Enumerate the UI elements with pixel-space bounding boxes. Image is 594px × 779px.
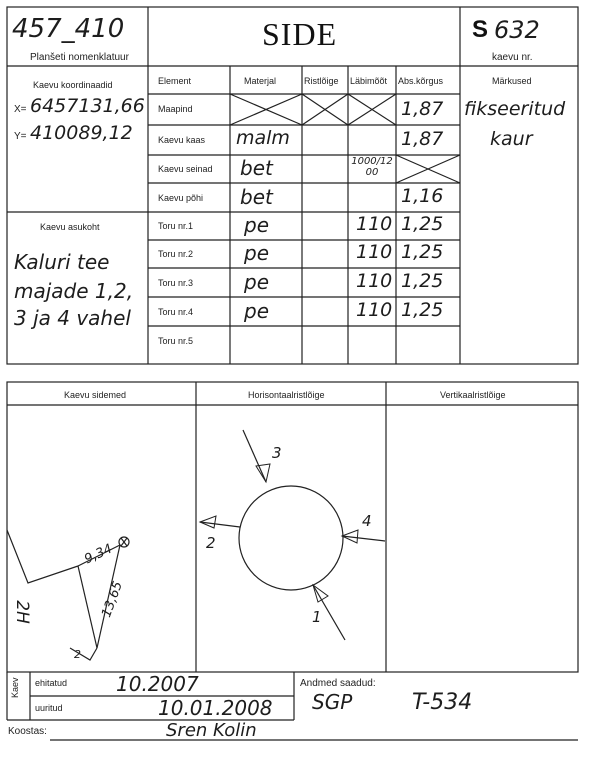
pipe-label-3: 3 xyxy=(272,444,282,462)
row-element: Toru nr.3 xyxy=(158,278,194,288)
sketch-corner-label: 2 xyxy=(74,648,81,661)
sheet-label: Planšeti nomenklatuur xyxy=(30,52,129,63)
well-prefix: S xyxy=(472,16,489,43)
row-element: Toru nr.1 xyxy=(158,221,194,231)
row-materjal: malm xyxy=(236,127,290,149)
location-line-2: majade 1,2, xyxy=(14,279,134,303)
location-label: Kaevu asukoht xyxy=(40,222,100,232)
row-labimoot: 110 xyxy=(356,241,393,263)
built-label: ehitatud xyxy=(35,678,68,688)
col-header-ristloige: Ristlõige xyxy=(304,76,339,86)
location-line-3: 3 ja 4 vahel xyxy=(14,306,131,330)
data-source-label: Andmed saadud: xyxy=(300,678,376,689)
col-header-element: Element xyxy=(158,76,192,86)
pipe-label-4: 4 xyxy=(362,512,372,530)
surveyed-value: 10.01.2008 xyxy=(158,696,273,720)
col-header-markused: Märkused xyxy=(492,76,532,86)
row-labimoot: 110 xyxy=(356,270,393,292)
well-label: kaevu nr. xyxy=(492,52,533,63)
data-reference-value: T-534 xyxy=(412,690,473,715)
row-abs-korgus: 1,25 xyxy=(401,270,444,292)
row-element: Maapind xyxy=(158,104,193,114)
kaev-side-label: Kaev xyxy=(10,677,20,698)
location-line-1: Kaluri tee xyxy=(14,250,110,274)
compiler-signature: Sren Kolin xyxy=(166,720,257,741)
coords-label: Kaevu koordinaadid xyxy=(33,80,113,90)
sheet-number: 457_410 xyxy=(12,14,125,44)
row-materjal: bet xyxy=(240,185,273,209)
pipe-label-1: 1 xyxy=(312,608,322,626)
row-materjal: bet xyxy=(240,156,273,180)
row-markused: kaur xyxy=(490,128,533,150)
row-element: Toru nr.2 xyxy=(158,249,194,259)
pipe-label-2: 2 xyxy=(206,534,216,552)
row-markused: fikseeritud xyxy=(464,98,566,120)
row-abs-korgus: 1,16 xyxy=(401,185,444,207)
form-title: SIDE xyxy=(262,16,338,52)
row-labimoot: 110 xyxy=(356,299,393,321)
row-abs-korgus: 1,87 xyxy=(401,98,444,120)
sketch-house-label: 2H xyxy=(11,600,32,624)
row-abs-korgus: 1,25 xyxy=(401,299,444,321)
vertical-section-header: Vertikaalristlõige xyxy=(440,390,506,400)
row-materjal: pe xyxy=(244,299,269,323)
row-abs-korgus: 1,25 xyxy=(401,213,444,235)
col-header-labimoot: Läbimõõt xyxy=(350,76,388,86)
x-coordinate: 6457131,66 xyxy=(30,95,145,117)
row-materjal: pe xyxy=(244,241,269,265)
data-source-value: SGP xyxy=(312,690,353,714)
row-element: Kaevu kaas xyxy=(158,135,206,145)
well-number: 632 xyxy=(494,16,540,44)
row-element: Toru nr.5 xyxy=(158,336,194,346)
sidemed-header: Kaevu sidemed xyxy=(64,390,127,400)
compiler-label: Koostas: xyxy=(8,726,47,737)
col-header-materjal: Materjal xyxy=(244,76,277,86)
y-coordinate: 410089,12 xyxy=(30,122,133,144)
sketch-dimension-2: 13,65 xyxy=(99,579,127,620)
sketch-dimension-1: 9,34 xyxy=(82,541,115,568)
col-header-abs-korgus: Abs.kõrgus xyxy=(398,76,444,86)
row-materjal: pe xyxy=(244,213,269,237)
row-materjal: pe xyxy=(244,270,269,294)
row-abs-korgus: 1,87 xyxy=(401,128,444,150)
row-element: Kaevu põhi xyxy=(158,193,204,203)
y-prefix: Y= xyxy=(14,131,27,142)
row-labimoot: 1000/1200 xyxy=(351,156,393,178)
horizontal-section-header: Horisontaalristlõige xyxy=(248,390,325,400)
row-abs-korgus: 1,25 xyxy=(401,241,444,263)
row-element: Toru nr.4 xyxy=(158,307,194,317)
surveyed-label: uuritud xyxy=(35,703,63,713)
x-prefix: X= xyxy=(14,104,27,115)
row-element: Kaevu seinad xyxy=(158,164,213,174)
built-value: 10.2007 xyxy=(116,672,199,696)
row-labimoot: 110 xyxy=(356,213,393,235)
